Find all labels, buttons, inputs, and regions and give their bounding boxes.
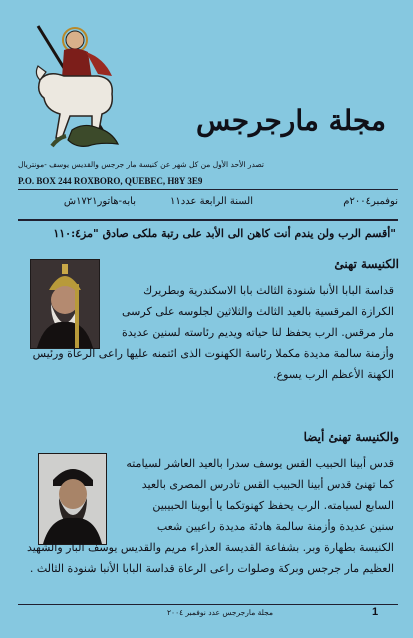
section2-text-full	[18, 558, 394, 579]
issue-year-number: السنة الرابعة عدد١١	[170, 196, 253, 207]
section1-line: وأزمنة سالمة مديدة مكملا رئاسة الكهنوت الذى ائتمنه عليها راعى الرعاة ورئيس	[32, 347, 394, 360]
section1-heading: الكنيسة تهنئ	[334, 257, 399, 271]
section1-line: الكهنة الأعظم الرب يسوع.	[273, 368, 394, 381]
page-number: 1	[372, 606, 379, 618]
section1-line: قداسة البابا الأنبا شنودة الثالث بابا الاسكندرية وبطريرك	[143, 284, 394, 297]
postal-address: P.O. BOX 244 ROXBORO, QUEBEC, H8Y 3E9	[18, 176, 203, 186]
section1-text-full	[18, 343, 394, 385]
section2-line: سنين عديدة وأزمنة سالمة هادئة مديدة راعيين شعب	[156, 520, 394, 533]
divider-top	[18, 189, 398, 190]
pope-portrait-image	[30, 259, 100, 349]
magazine-title: مجلة مارجرجس	[196, 104, 386, 137]
issue-date: نوفمبر٢٠٠٤م	[343, 196, 398, 207]
section2-line: قدس أبينا الحبيب القس يوسف سدرا بالعيد العاشر لسيامته	[126, 457, 394, 470]
section2-heading: والكنيسة تهنئ أيضا	[303, 430, 399, 444]
priest-portrait-image	[38, 453, 107, 545]
section2-line: السابع لسيامته. الرب يحفظ كهنوتكما يا أبوينا الحبيبين	[152, 499, 394, 512]
page-footer: مجلة مارجرجس عدد نوفمبر ٢٠٠٤	[167, 608, 273, 617]
issue-info-bar	[18, 193, 398, 215]
divider-middle	[18, 219, 398, 221]
section2-text-wrapped	[26, 453, 394, 558]
section2-line: الكنيسة بطهارة وبر. بشفاعة القديسة العذراء مريم والقديس يوسف البار والشهيد	[26, 541, 394, 554]
section1-line: مار مرقس. الرب يحفظ لنا حياته ويديم رئاسته لسنين عديدة	[121, 326, 394, 339]
section2-line: العظيم مار جرجس وبركة وصلوات راعى الرعاة قداسة البابا الأنبا شنودة الثالث .	[29, 562, 394, 575]
divider-bottom	[18, 604, 398, 605]
section2-line: كما تهنئ قدس أبينا الحبيب القس تادرس المصرى بالعيد	[141, 478, 394, 491]
saint-george-icon	[28, 18, 124, 152]
section1-line: الكرازة المرقسية بالعيد الثالث والثلاثين لجلوسه على كرسى	[122, 305, 394, 318]
scripture-quote: "أقسم الرب ولن يندم أنت كاهن الى الأبد على رتبة ملكى صادق "مز١١٠:٤	[53, 227, 396, 240]
section1-text-wrapped	[100, 280, 394, 343]
issue-coptic-date: بابه-هاتور١٧٢١ش	[63, 196, 136, 207]
magazine-tagline: تصدر الأحد الأول من كل شهر عن كنيسة مار جرجس والقديس يوسف -مونتريال	[18, 160, 264, 169]
